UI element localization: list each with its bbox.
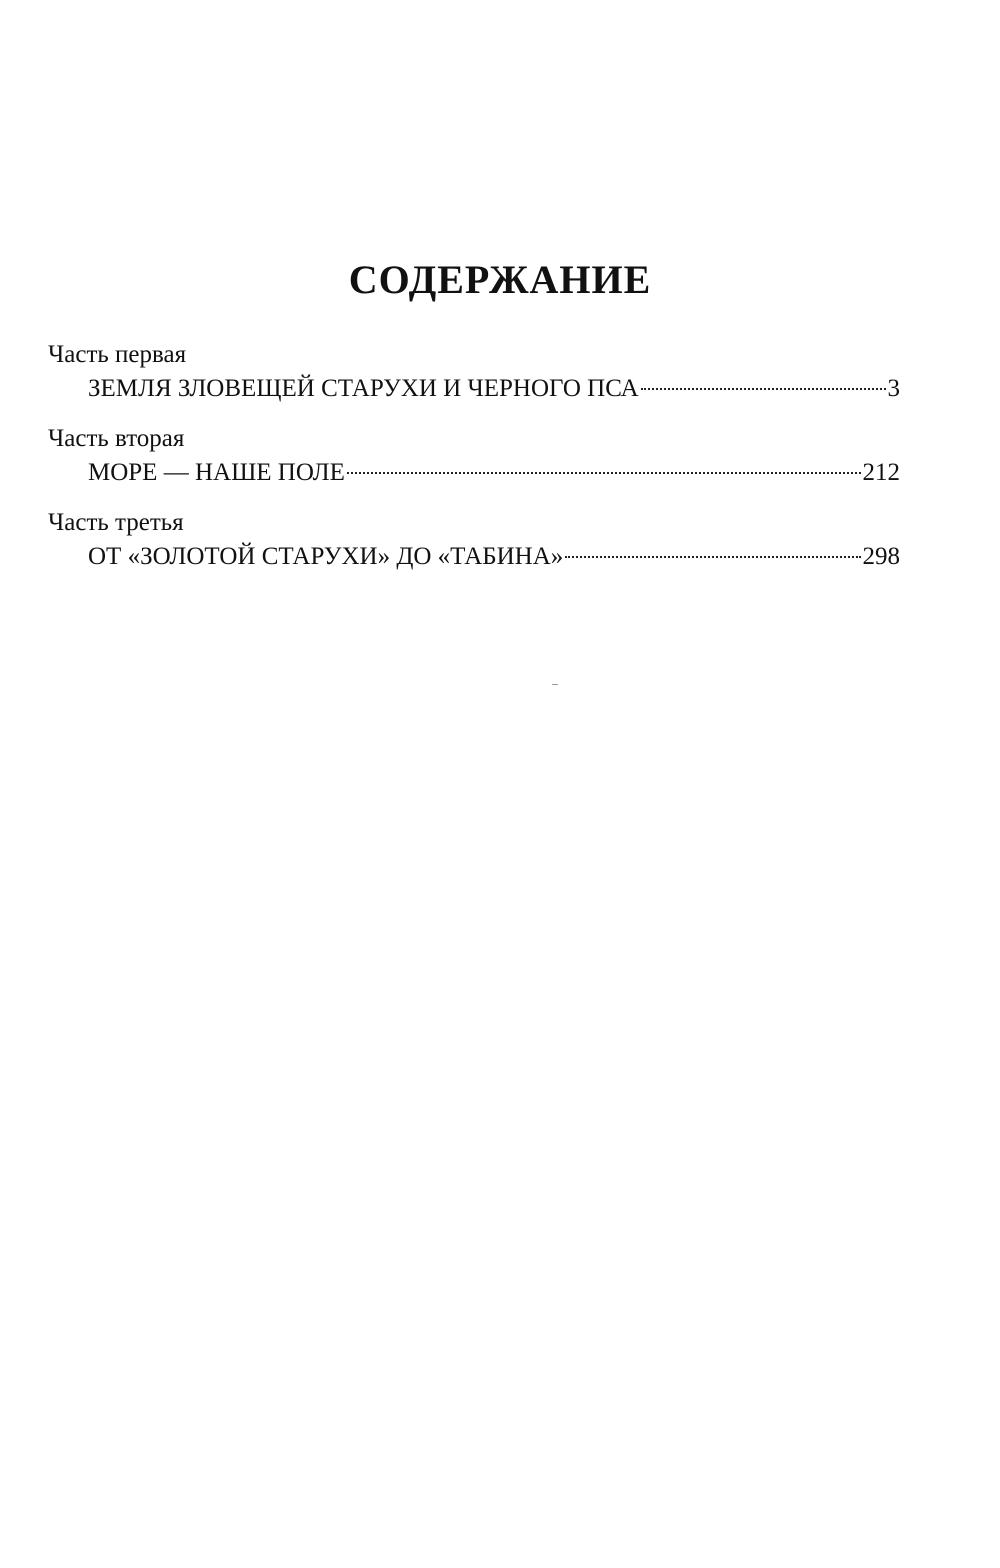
entry-title: ОТ «ЗОЛОТОЙ СТАРУХИ» ДО «ТАБИНА» — [88, 543, 564, 570]
toc-part-2 — [48, 422, 900, 492]
toc-entry — [48, 540, 900, 576]
toc-entry — [48, 456, 900, 492]
part-label: Часть первая — [48, 341, 187, 368]
entry-title: ЗЕМЛЯ ЗЛОВЕЩЕЙ СТАРУХИ И ЧЕРНОГО ПСА — [88, 375, 639, 402]
page-title: СОДЕРЖАНИЕ — [348, 257, 652, 302]
page-number: 298 — [862, 543, 900, 570]
toc-part-3 — [48, 506, 900, 576]
table-of-contents — [48, 338, 900, 590]
page-number: 212 — [862, 459, 900, 486]
entry-title: МОРЕ — НАШЕ ПОЛЕ — [88, 459, 345, 486]
page-number: 3 — [887, 375, 900, 402]
scan-speck — [552, 684, 558, 685]
dot-leader — [347, 472, 861, 474]
toc-entry — [48, 372, 900, 408]
part-label: Часть вторая — [48, 425, 185, 452]
toc-part-1 — [48, 338, 900, 408]
part-label: Часть третья — [48, 509, 184, 536]
dot-leader — [641, 388, 886, 390]
dot-leader — [565, 556, 860, 558]
